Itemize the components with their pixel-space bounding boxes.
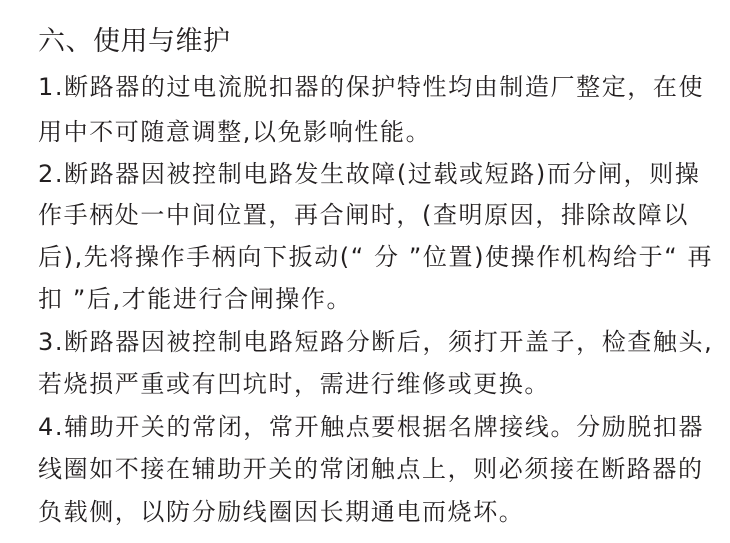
paragraph-line: 线圈如不接在辅助开关的常闭触点上，则必须接在断路器的 — [38, 455, 704, 483]
paragraph-line: 负载侧，以防分励线圈因长期通电而烧坏。 — [38, 498, 525, 526]
paragraph-line: 若烧损严重或有凹坑时，需进行维修或更换。 — [38, 370, 550, 398]
paragraph-line: 扣 ”后,才能进行合闸操作。 — [38, 285, 353, 313]
paragraph-line: 4.辅助开关的常闭，常开触点要根据名牌接线。分励脱扣器 — [38, 413, 705, 441]
paragraph-line: 3.断路器因被控制电路短路分断后，须打开盖子，检查触头, — [38, 328, 714, 356]
section-heading: 六、使用与维护 — [38, 26, 231, 57]
paragraph-line: 后),先将操作手柄向下扳动(“ 分 ”位置)使操作机构给于“ 再 — [38, 243, 714, 271]
paragraph-line: 2.断路器因被控制电路发生故障(过载或短路)而分闸，则操 — [38, 160, 701, 188]
paragraph-line: 1.断路器的过电流脱扣器的保护特性均由制造厂整定，在使 — [38, 73, 705, 101]
paragraph-line: 用中不可随意调整,以免影响性能。 — [38, 118, 432, 146]
paragraph-line: 作手柄处一中间位置，再合闸时，(查明原因，排除故障以 — [38, 201, 689, 229]
